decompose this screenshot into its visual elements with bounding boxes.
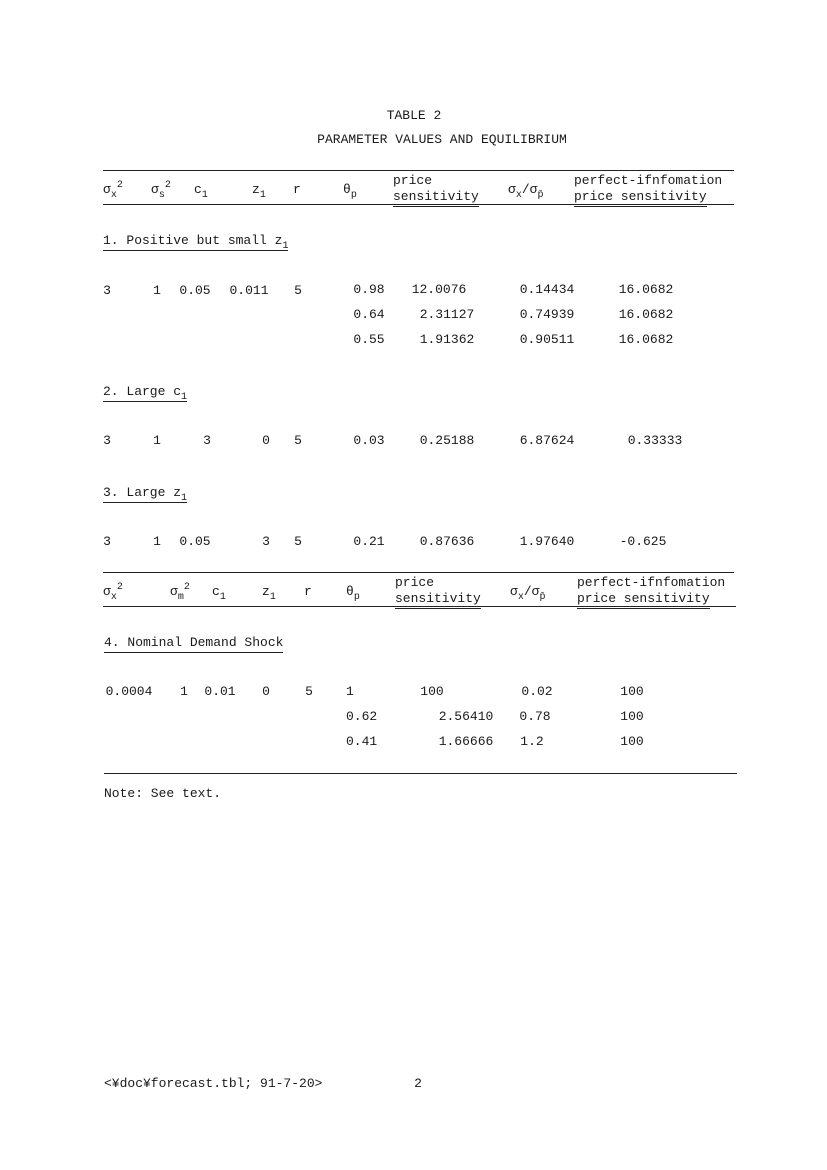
cell: 16.0682 — [618, 282, 674, 297]
cell: 0.03 — [353, 433, 385, 448]
cell: 0.62 — [346, 709, 378, 724]
cell: 0.05 — [179, 534, 211, 549]
section-3-label — [103, 485, 188, 504]
sym: p — [350, 190, 357, 201]
cell: 1.91362 — [419, 332, 475, 347]
word: price — [395, 575, 435, 590]
word: perfect-ifnfomation — [577, 575, 726, 590]
col-perfect-info — [577, 575, 725, 607]
cell: 3 — [203, 433, 211, 448]
sym: 2 — [164, 180, 171, 191]
cell: 1 — [153, 283, 161, 298]
cell: 0.21 — [353, 534, 385, 549]
sym: θ — [346, 584, 354, 599]
word: price — [393, 173, 433, 188]
sym: 2 — [116, 582, 123, 593]
cell: 0.011 — [229, 283, 269, 298]
sym: m — [177, 592, 184, 603]
col-sigma-s2 — [151, 180, 171, 201]
word: sensitivity — [395, 591, 481, 609]
rule-mid — [103, 572, 734, 573]
cell: 3 — [103, 534, 111, 549]
section-4-label — [104, 636, 283, 649]
cell: 5 — [294, 534, 302, 549]
cell: 100 — [620, 684, 644, 699]
sym: 1 — [201, 190, 208, 201]
table-title: TABLE 2 — [386, 108, 442, 123]
sym: σ — [103, 182, 111, 197]
rule-header-1 — [103, 204, 734, 205]
col-sigma-x2 — [103, 582, 123, 603]
sym: 1 — [181, 493, 188, 504]
text: 4. Nominal Demand Shock — [104, 635, 283, 653]
cell: 5 — [294, 283, 302, 298]
sym: c — [194, 182, 202, 197]
sym: σ — [103, 584, 111, 599]
sym: 1 — [269, 592, 276, 603]
cell: 100 — [620, 734, 644, 749]
cell: 0.14434 — [519, 282, 575, 297]
table-note: Note: See text. — [104, 786, 222, 801]
cell: 0.64 — [353, 307, 385, 322]
cell: 1.2 — [520, 734, 544, 749]
col-z1 — [252, 182, 266, 201]
cell: 6.87624 — [519, 433, 575, 448]
sym: 1 — [282, 241, 289, 252]
cell: 0.05 — [179, 283, 211, 298]
col-sigma-ratio — [510, 584, 546, 603]
cell: -0.625 — [619, 534, 667, 549]
word: price sensitivity — [574, 189, 707, 207]
cell: 0.25188 — [419, 433, 475, 448]
sym: 1 — [259, 190, 266, 201]
cell: 3 — [103, 283, 111, 298]
cell: 1.97640 — [519, 534, 575, 549]
sym: x — [515, 190, 522, 201]
sym: 2 — [183, 582, 190, 593]
sym: z — [252, 182, 260, 197]
cell: 5 — [294, 433, 302, 448]
col-r: r — [304, 584, 312, 599]
col-price-sensitivity — [393, 173, 479, 205]
cell: 0 — [262, 433, 270, 448]
footer-file-ref: <¥doc¥forecast.tbl; 91-7-20> — [104, 1076, 323, 1091]
text: 2. Large c — [103, 384, 182, 399]
sym: x — [517, 592, 524, 603]
col-z1 — [262, 584, 276, 603]
cell: 0.90511 — [519, 332, 575, 347]
section-1-label — [103, 233, 289, 252]
cell: 100 — [420, 684, 444, 699]
cell: 0.0004 — [105, 684, 153, 699]
sym: c — [212, 584, 220, 599]
sym: σ — [529, 182, 538, 197]
sym: x — [110, 592, 117, 603]
col-theta-p — [346, 584, 360, 603]
text: 3. Large z — [103, 485, 182, 500]
cell: 16.0682 — [618, 307, 674, 322]
sym: s — [158, 190, 165, 201]
cell: 100 — [620, 709, 644, 724]
sym: / — [521, 182, 530, 197]
sym: σ — [510, 584, 518, 599]
cell: 1.66666 — [438, 734, 494, 749]
cell: 5 — [305, 684, 313, 699]
cell: 0.01 — [204, 684, 236, 699]
sym: σ — [531, 584, 540, 599]
sym: p̄ — [539, 592, 546, 603]
section-2-label — [103, 384, 188, 403]
col-price-sensitivity — [395, 575, 481, 607]
cell: 16.0682 — [618, 332, 674, 347]
sym: 1 — [219, 592, 226, 603]
sym: / — [523, 584, 532, 599]
sym: z — [262, 584, 270, 599]
cell: 1 — [153, 534, 161, 549]
word: price sensitivity — [577, 591, 710, 609]
rule-bottom — [104, 773, 737, 774]
sym: σ — [170, 584, 178, 599]
cell: 3 — [262, 534, 270, 549]
cell: 1 — [153, 433, 161, 448]
col-c1 — [212, 584, 226, 603]
cell: 0.98 — [353, 282, 385, 297]
cell: 2.56410 — [438, 709, 494, 724]
cell: 0.87636 — [419, 534, 475, 549]
table-subtitle: PARAMETER VALUES AND EQUILIBRIUM — [317, 132, 567, 147]
cell: 1 — [346, 684, 354, 699]
cell: 12.0076 — [411, 282, 467, 297]
cell: 2.31127 — [419, 307, 475, 322]
cell: 0.41 — [346, 734, 378, 749]
page-number: 2 — [414, 1076, 422, 1091]
sym: p — [353, 592, 360, 603]
cell: 0.74939 — [519, 307, 575, 322]
sym: p̄ — [537, 190, 544, 201]
col-perfect-info — [574, 173, 722, 205]
rule-header-2 — [103, 606, 736, 607]
cell: 3 — [103, 433, 111, 448]
sym: σ — [508, 182, 516, 197]
sym: 2 — [116, 180, 123, 191]
rule-top — [103, 170, 734, 171]
sym: 1 — [181, 392, 188, 403]
col-sigma-m2 — [170, 582, 190, 603]
col-c1 — [194, 182, 208, 201]
col-sigma-ratio — [508, 182, 544, 201]
col-sigma-x2 — [103, 180, 123, 201]
cell: 0.02 — [521, 684, 553, 699]
word: perfect-ifnfomation — [574, 173, 723, 188]
sym: x — [110, 190, 117, 201]
col-r: r — [293, 182, 301, 197]
cell: 0.78 — [519, 709, 551, 724]
cell: 0.33333 — [627, 433, 683, 448]
col-theta-p — [343, 182, 357, 201]
cell: 1 — [180, 684, 188, 699]
word: sensitivity — [393, 189, 479, 207]
text: 1. Positive but small z — [103, 233, 283, 248]
cell: 0 — [262, 684, 270, 699]
sym: θ — [343, 182, 351, 197]
cell: 0.55 — [353, 332, 385, 347]
sym: σ — [151, 182, 159, 197]
